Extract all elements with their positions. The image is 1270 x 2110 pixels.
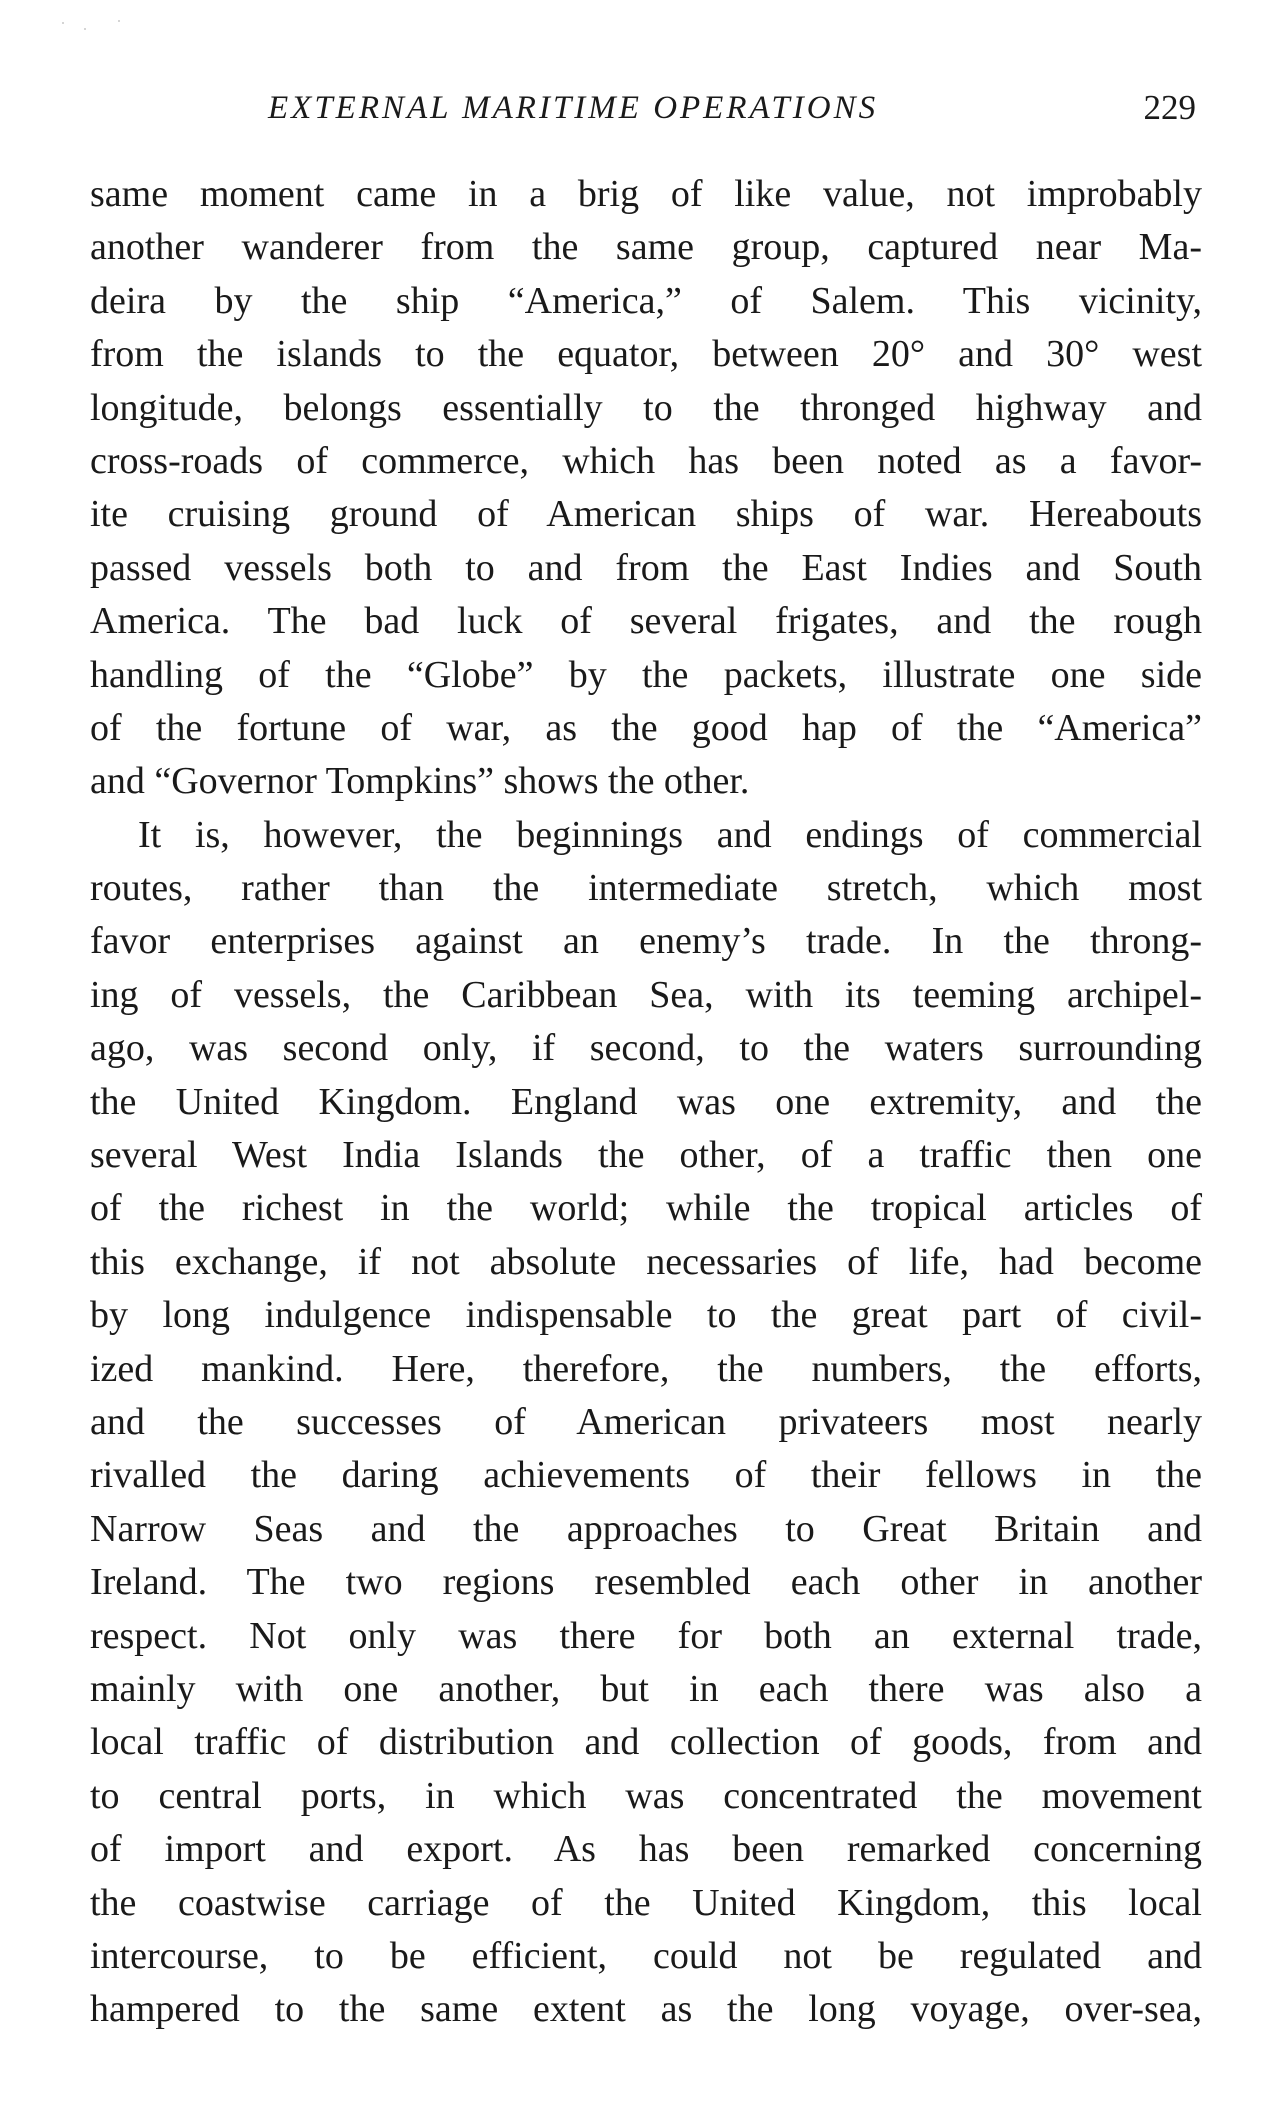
text-line: ite cruising ground of American ships of war. Hereabouts <box>90 493 1202 536</box>
text-line: longitude, belongs essentially to the thronged highway and <box>90 386 1202 429</box>
text-line: deira by the ship “America,” of Salem. This vicinity, <box>90 279 1202 322</box>
text-line: several West India Islands the other, of a traffic then one <box>90 1134 1202 1177</box>
text-line: the coastwise carriage of the United Kingdom, this local <box>90 1881 1202 1924</box>
speck <box>118 20 120 22</box>
speck <box>62 22 64 24</box>
text-line: from the islands to the equator, between 20° and 30° west <box>90 333 1202 376</box>
text-line: another wanderer from the same group, captured near Ma- <box>90 226 1202 269</box>
text-line: ago, was second only, if second, to the waters surrounding <box>90 1027 1202 1070</box>
text-line: the United Kingdom. England was one extremity, and the <box>90 1080 1202 1123</box>
text-line: passed vessels both to and from the East Indies and South <box>90 546 1202 589</box>
text-line: local traffic of distribution and collection of goods, from and <box>90 1721 1202 1764</box>
text-line: same moment came in a brig of like value, not improbably <box>90 173 1202 215</box>
text-line: handling of the “Globe” by the packets, illustrate one side <box>90 653 1202 696</box>
body-text <box>90 168 1202 2037</box>
speck <box>84 28 86 30</box>
text-line: ing of vessels, the Caribbean Sea, with its teeming archipel- <box>90 973 1202 1016</box>
text-line: Narrow Seas and the approaches to Great Britain and <box>90 1507 1202 1550</box>
page-number: 229 <box>1143 88 1196 127</box>
text-line: It is, however, the beginnings and endings of commercial <box>138 813 1202 856</box>
text-line: and “Governor Tompkins” shows the other. <box>90 760 750 803</box>
text-line: to central ports, in which was concentrated the movement <box>90 1774 1202 1817</box>
text-line: ized mankind. Here, therefore, the numbers, the efforts, <box>90 1347 1202 1390</box>
running-title: EXTERNAL MARITIME OPERATIONS <box>268 90 879 126</box>
text-line: rivalled the daring achievements of their fellows in the <box>90 1454 1202 1497</box>
text-line: America. The bad luck of several frigates, and the rough <box>90 600 1202 643</box>
paper-specks <box>60 18 140 58</box>
paragraph-2 <box>90 809 1202 2037</box>
text-line: by long indulgence indispensable to the great part of civil- <box>90 1294 1202 1337</box>
text-line: mainly with one another, but in each there was also a <box>90 1667 1202 1710</box>
text-line: this exchange, if not absolute necessaries of life, had become <box>90 1240 1202 1283</box>
paragraph-1 <box>90 168 1202 809</box>
text-line: cross-roads of commerce, which has been noted as a favor- <box>90 439 1202 482</box>
text-line: and the successes of American privateers most nearly <box>90 1400 1202 1443</box>
text-line: hampered to the same extent as the long voyage, over-sea, <box>90 1988 1202 2031</box>
text-line: Ireland. The two regions resembled each other in another <box>90 1561 1202 1604</box>
text-line: of the richest in the world; while the tropical articles of <box>90 1187 1202 1230</box>
text-line: of the fortune of war, as the good hap of the “America” <box>90 706 1202 749</box>
text-line: intercourse, to be efficient, could not be regulated and <box>90 1934 1202 1977</box>
running-head <box>90 84 1202 132</box>
text-line: favor enterprises against an enemy’s trade. In the throng- <box>90 920 1202 963</box>
text-line: of import and export. As has been remarked concerning <box>90 1828 1202 1871</box>
text-line: respect. Not only was there for both an external trade, <box>90 1614 1202 1657</box>
text-line: routes, rather than the intermediate stretch, which most <box>90 867 1202 910</box>
